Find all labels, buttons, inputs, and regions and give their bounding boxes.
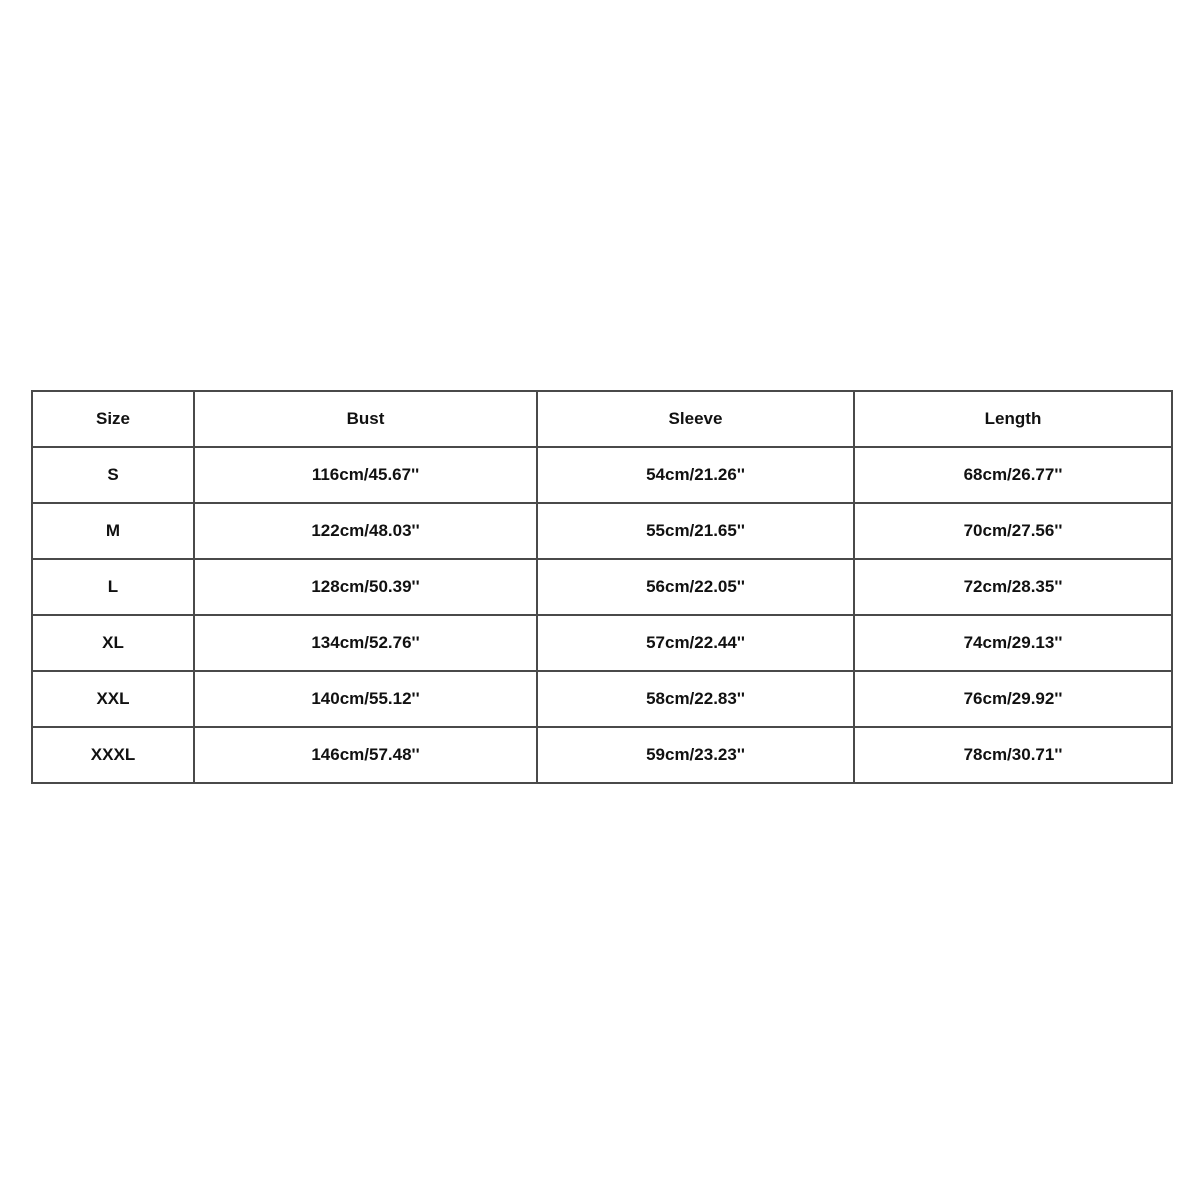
table-header (32, 391, 1172, 447)
cell-size: S (32, 447, 194, 503)
table-row (32, 727, 1172, 783)
cell-sleeve: 59cm/23.23'' (537, 727, 854, 783)
cell-length: 70cm/27.56'' (854, 503, 1172, 559)
cell-size: L (32, 559, 194, 615)
cell-sleeve: 57cm/22.44'' (537, 615, 854, 671)
cell-size: XXXL (32, 727, 194, 783)
cell-size: XXL (32, 671, 194, 727)
cell-bust: 128cm/50.39'' (194, 559, 537, 615)
cell-sleeve: 58cm/22.83'' (537, 671, 854, 727)
cell-bust: 116cm/45.67'' (194, 447, 537, 503)
table-row (32, 503, 1172, 559)
table-body (32, 447, 1172, 783)
header-length: Length (854, 391, 1172, 447)
size-chart-table (31, 390, 1173, 784)
cell-length: 72cm/28.35'' (854, 559, 1172, 615)
header-size: Size (32, 391, 194, 447)
cell-sleeve: 56cm/22.05'' (537, 559, 854, 615)
header-sleeve: Sleeve (537, 391, 854, 447)
cell-length: 78cm/30.71'' (854, 727, 1172, 783)
cell-bust: 134cm/52.76'' (194, 615, 537, 671)
table-row (32, 671, 1172, 727)
table-row (32, 559, 1172, 615)
cell-bust: 122cm/48.03'' (194, 503, 537, 559)
table-row (32, 615, 1172, 671)
cell-size: XL (32, 615, 194, 671)
cell-sleeve: 54cm/21.26'' (537, 447, 854, 503)
header-bust: Bust (194, 391, 537, 447)
cell-bust: 146cm/57.48'' (194, 727, 537, 783)
cell-length: 76cm/29.92'' (854, 671, 1172, 727)
cell-length: 68cm/26.77'' (854, 447, 1172, 503)
cell-bust: 140cm/55.12'' (194, 671, 537, 727)
cell-size: M (32, 503, 194, 559)
cell-length: 74cm/29.13'' (854, 615, 1172, 671)
cell-sleeve: 55cm/21.65'' (537, 503, 854, 559)
header-row (32, 391, 1172, 447)
table-row (32, 447, 1172, 503)
